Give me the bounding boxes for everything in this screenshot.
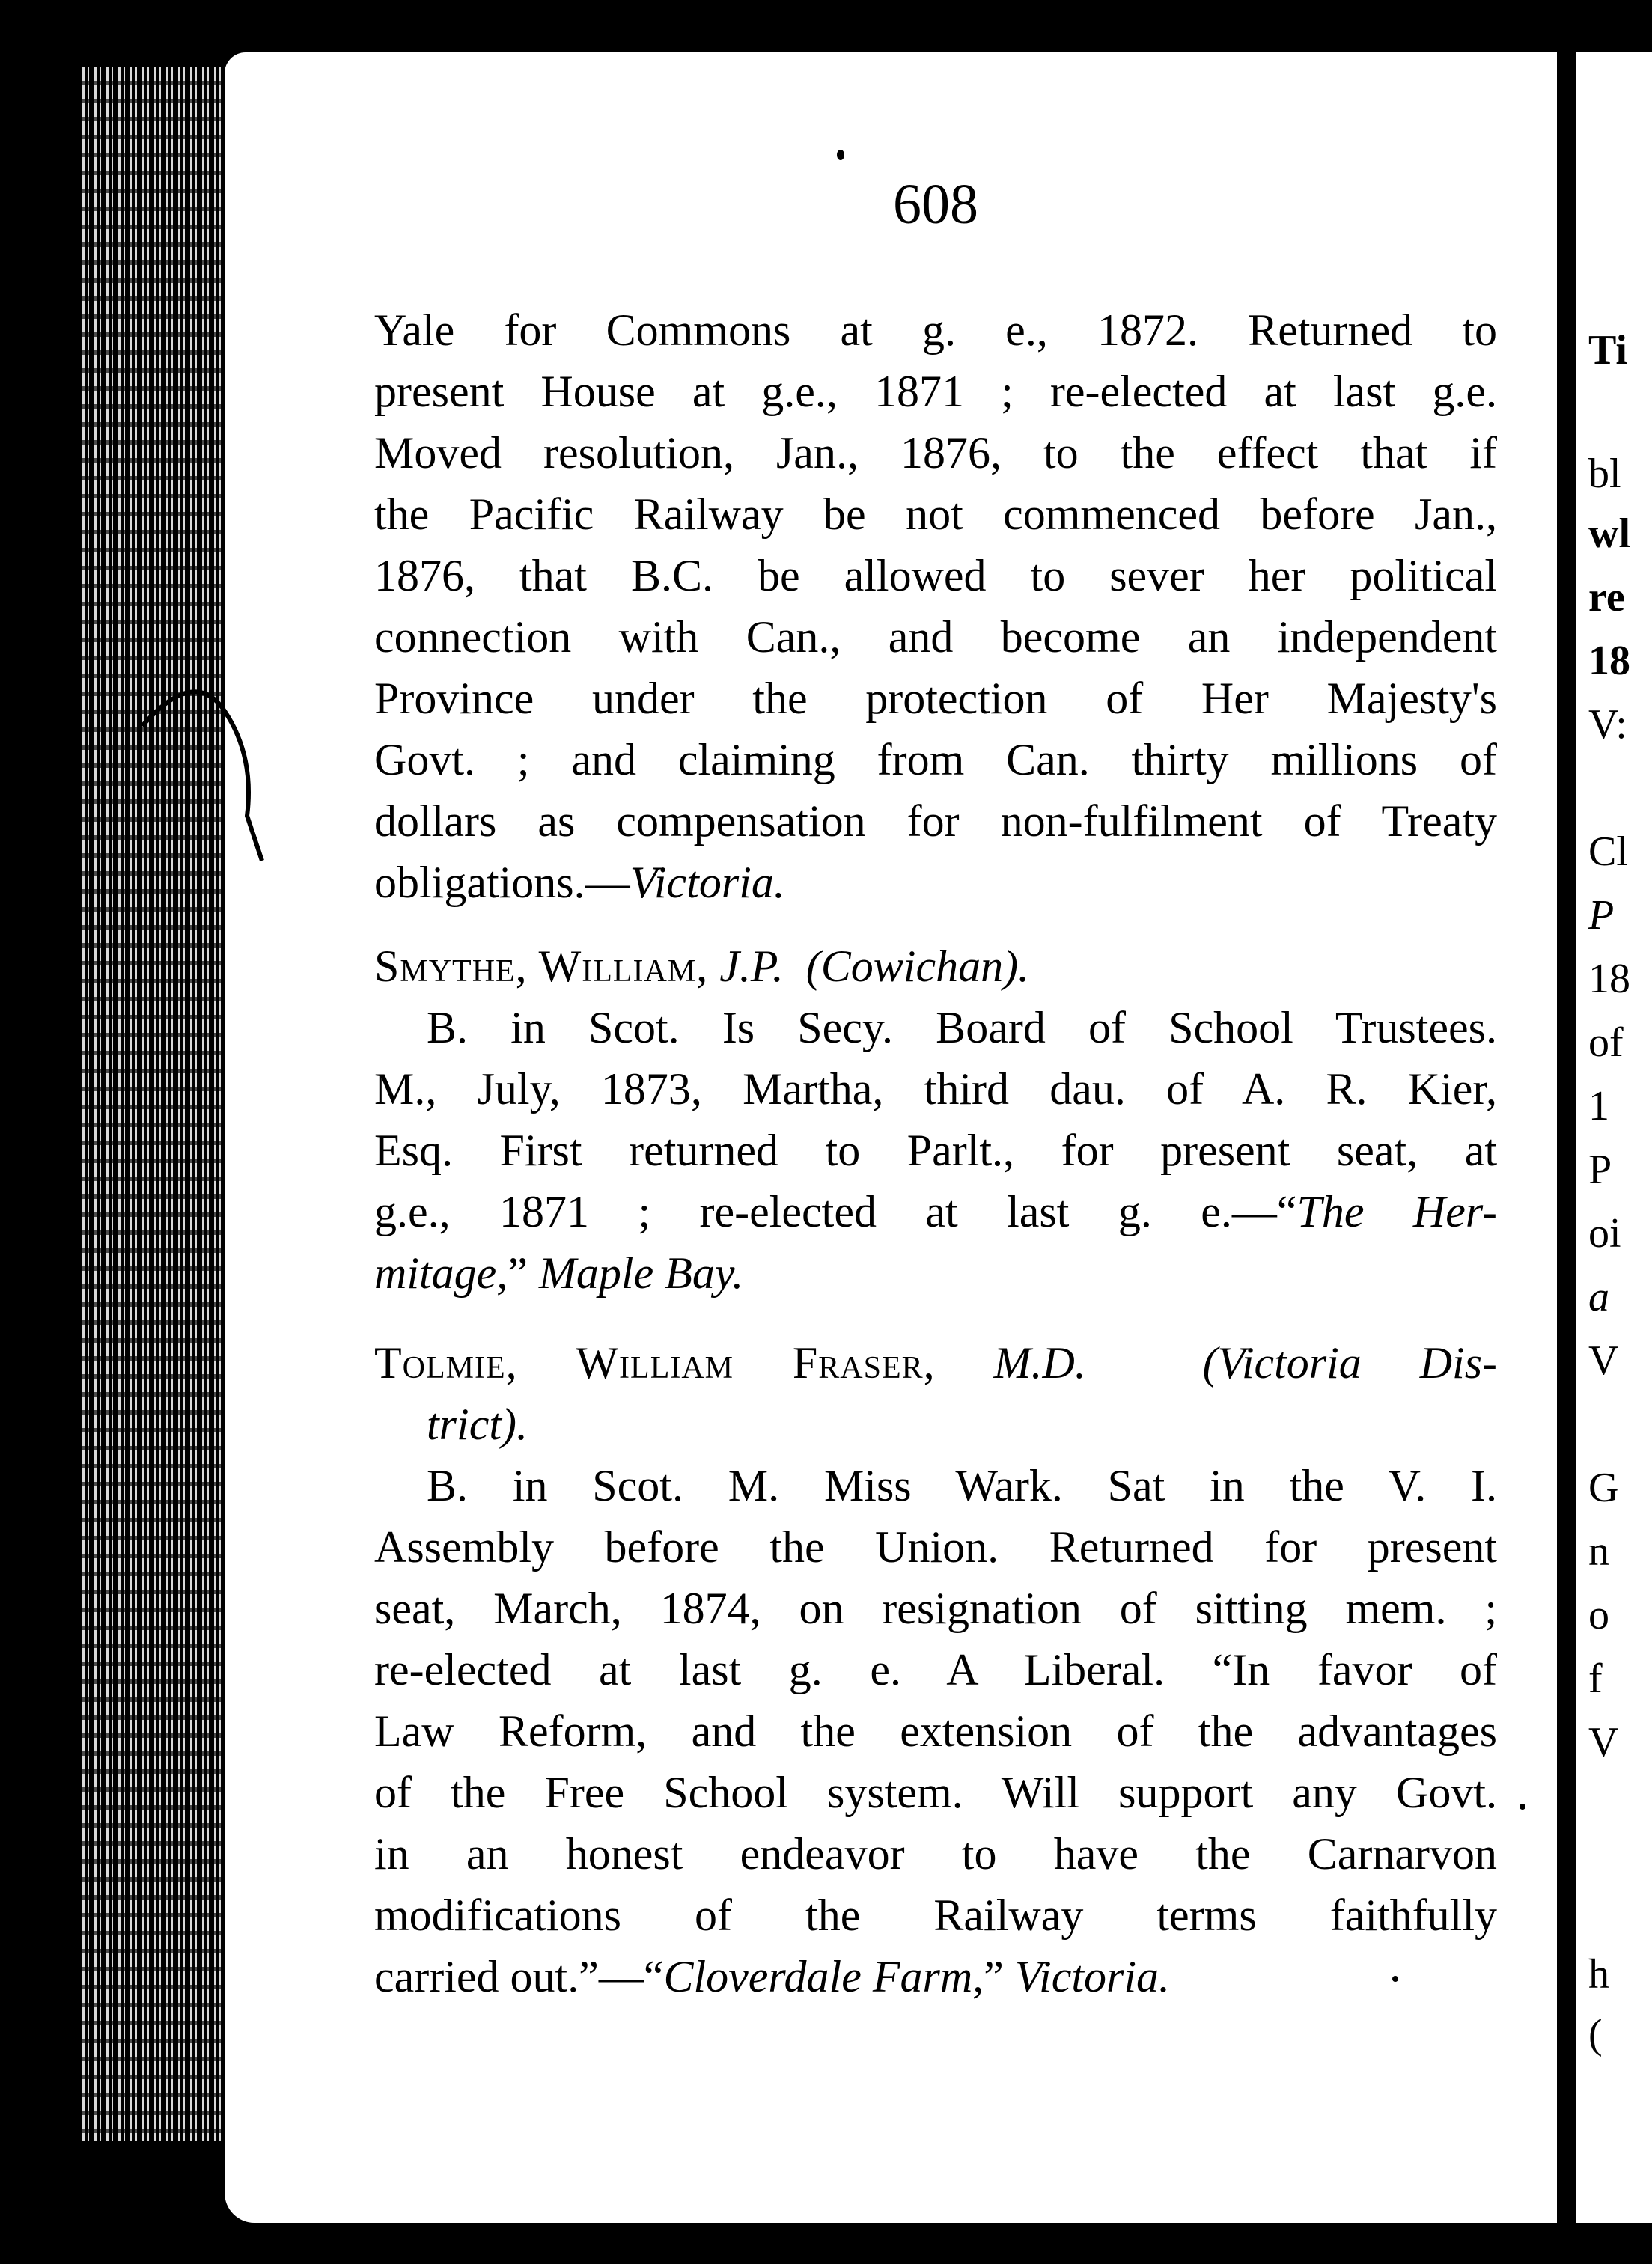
page-number: 608 (893, 173, 978, 236)
text-line: B. in Scot. M. Miss Wark. Sat in the V. I. (427, 1461, 1497, 1510)
facing-fragment: Ti (1588, 327, 1627, 373)
facing-fragment: a (1588, 1274, 1609, 1320)
text-span: ” (984, 1952, 1015, 2001)
place-name: Victoria. (630, 858, 785, 907)
facing-page-fragment (1557, 52, 1652, 2223)
entry-title: M.D. (993, 1338, 1086, 1388)
text-line: modifications of the Railway terms faithfully (374, 1891, 1497, 1940)
residence-name: Cloverdale Farm, (663, 1952, 984, 2001)
text-line: connection with Can., and become an independent (374, 612, 1497, 662)
facing-fragment: f (1588, 1656, 1603, 1702)
facing-fragment: V (1588, 1719, 1619, 1766)
facing-fragment: of (1588, 1019, 1624, 1066)
facing-fragment: V: (1588, 701, 1627, 748)
text-line (374, 1181, 1497, 1242)
text-line: Moved resolution, Jan., 1876, to the effect that if (374, 428, 1497, 477)
text-line: re-elected at last g. e. A Liberal. “In favor of (374, 1645, 1497, 1694)
text-line (374, 1242, 1497, 1304)
facing-fragment: G (1588, 1465, 1619, 1511)
facing-fragment: n (1588, 1528, 1609, 1575)
facing-fragment: P (1588, 1147, 1612, 1193)
entry-title: J.P. (719, 942, 784, 991)
text-span: carried out.”—“ (374, 1952, 664, 2001)
text-line: Province under the protection of Her Majesty's (374, 674, 1497, 723)
text-line: 1876, that B.C. be allowed to sever her political (374, 551, 1497, 600)
facing-fragment: P (1588, 892, 1615, 939)
facing-fragment: Cl (1588, 829, 1628, 875)
text-line: Esq. First returned to Parlt., for present seat, at (374, 1126, 1497, 1175)
text-line: B. in Scot. Is Secy. Board of School Trustees. (427, 1003, 1497, 1052)
text-line: Assembly before the Union. Returned for present (374, 1522, 1497, 1572)
facing-fragment: bl (1588, 451, 1621, 497)
facing-fragment: 18 (1588, 638, 1630, 684)
facing-fragment: 18 (1588, 956, 1630, 1002)
text-span: obligations.— (374, 858, 630, 907)
entry-name: Tolmie, William Fraser, (374, 1338, 936, 1388)
entry-smythe (374, 936, 1497, 1304)
facing-fragment: wl (1588, 510, 1630, 557)
text-line: M., July, 1873, Martha, third dau. of A. R. Kier, (374, 1064, 1497, 1114)
text-line: dollars as compensation for non-fulfilment of Treaty (374, 796, 1497, 846)
text-line: Yale for Commons at g. e., 1872. Returned to (374, 305, 1497, 355)
facing-fragment: V (1588, 1337, 1619, 1384)
facing-fragment: re (1588, 574, 1625, 620)
margin-ink-line (135, 666, 284, 906)
facing-fragment: oi (1588, 1210, 1621, 1257)
facing-fragment: ( (1588, 2011, 1603, 2057)
entry-heading (374, 1332, 1497, 1394)
ink-speck (837, 150, 844, 160)
entry-tolmie (374, 1332, 1497, 2007)
place-name: Maple Bay. (538, 1248, 744, 1298)
residence-name: The Her- (1296, 1187, 1497, 1236)
entry-name: Smythe, William, (374, 942, 709, 991)
text-line: present House at g.e., 1871 ; re-elected at last g.e. (374, 367, 1497, 416)
facing-fragment: 1 (1588, 1083, 1609, 1129)
text-line: Govt. ; and claiming from Can. thirty millions of (374, 735, 1497, 784)
residence-name: mitage, (374, 1248, 508, 1298)
text-line: Law Reform, and the extension of the advantages (374, 1706, 1497, 1756)
text-span: g.e., 1871 ; re-elected at last g. e.—“ (374, 1187, 1297, 1236)
entry-continuation (374, 299, 1497, 913)
text-line: in an honest endeavor to have the Carnarvon (374, 1829, 1497, 1879)
entry-heading (374, 936, 1497, 997)
text-span: ” (508, 1248, 539, 1298)
text-line: the Pacific Railway be not commenced before Jan., (374, 489, 1497, 539)
text-line: of the Free School system. Will support any Govt. (374, 1768, 1497, 1817)
entry-constituency: (Cowichan). (805, 942, 1030, 991)
facing-fragment: o (1588, 1592, 1609, 1638)
entry-constituency-cont: trict). (427, 1400, 528, 1449)
ink-speck (1520, 1804, 1525, 1810)
facing-fragment: h (1588, 1951, 1609, 1998)
place-name: Victoria. (1014, 1952, 1171, 2001)
text-line (374, 852, 1497, 913)
text-line: seat, March, 1874, on resignation of sitting mem. ; (374, 1584, 1497, 1633)
text-line (374, 1946, 1497, 2007)
entry-constituency: (Victoria Dis- (1202, 1338, 1497, 1388)
